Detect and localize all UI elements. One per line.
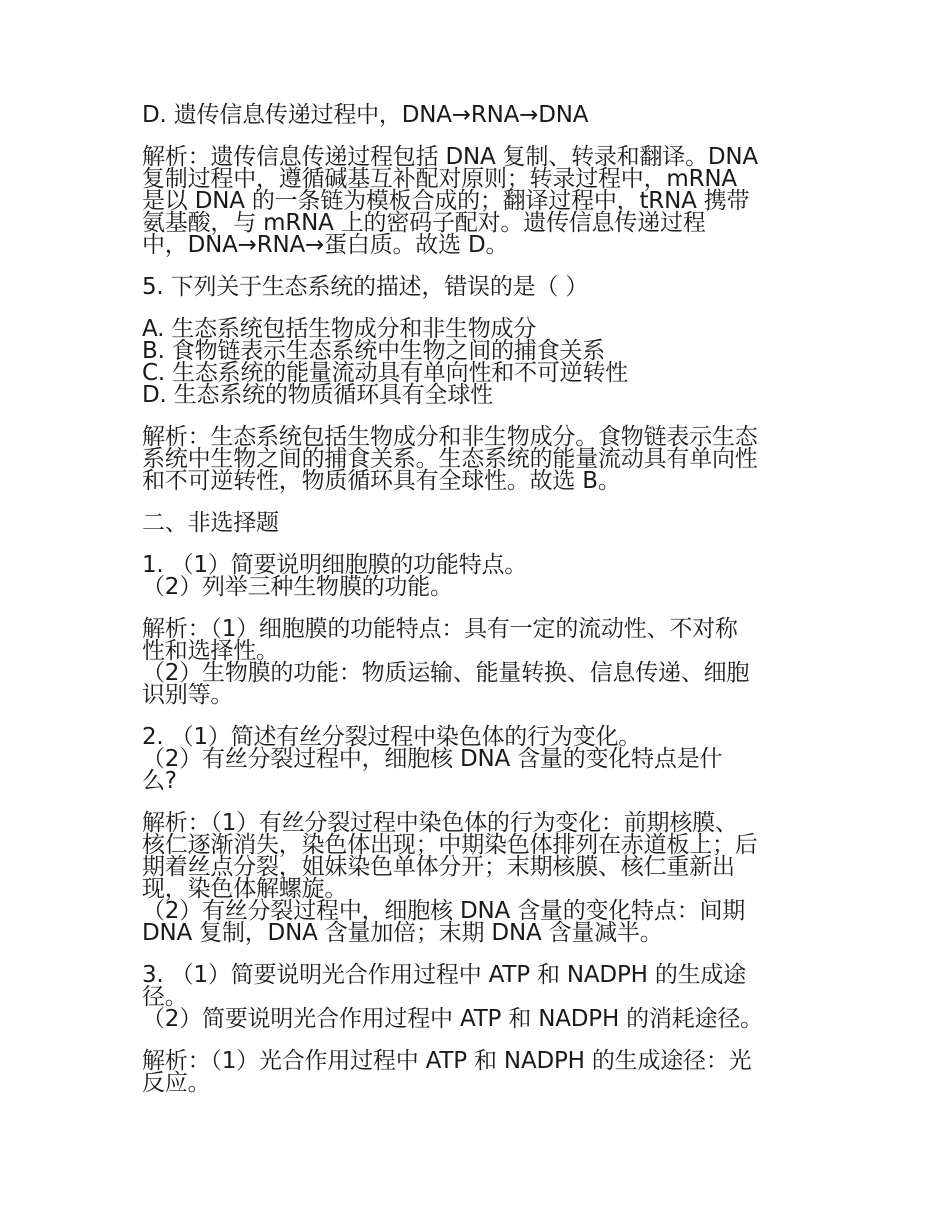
nq1-analysis: [142, 618, 814, 706]
text-line: （2）生物膜的功能：物质运输、能量转换、信息传递、细胞: [142, 660, 750, 686]
q5-analysis: [142, 426, 814, 492]
text-line: 氨基酸，与 mRNA 上的密码子配对。遗传信息传递过程: [142, 210, 706, 236]
text-line: 解析：（1）光合作用过程中 ATP 和 NADPH 的生成途径：光: [142, 1048, 752, 1074]
option-c: C. 生态系统的能量流动具有单向性和不可逆转性: [142, 360, 629, 386]
text-line: （2）有丝分裂过程中，细胞核 DNA 含量的变化特点是什: [142, 746, 723, 772]
text-line: 5. 下列关于生态系统的描述，错误的是（ ）: [142, 274, 589, 300]
text-line: 反应。: [142, 1070, 211, 1096]
document-page: [142, 104, 814, 1114]
option-d: D. 生态系统的物质循环具有全球性: [142, 382, 493, 408]
option-b: B. 食物链表示生态系统中生物之间的捕食关系: [142, 338, 606, 364]
text-line: 解析：遗传信息传递过程包括 DNA 复制、转录和翻译。DNA: [142, 144, 758, 170]
nq1-stem: [142, 554, 814, 598]
text-line: 现，染色体解螺旋。: [142, 876, 348, 902]
text-line: 识别等。: [142, 682, 234, 708]
text-line: 是以 DNA 的一条链为模板合成的；翻译过程中，tRNA 携带: [142, 188, 750, 214]
text-line: 期着丝点分裂，姐妹染色单体分开；末期核膜、核仁重新出: [142, 854, 735, 880]
text-line: 复制过程中，遵循碱基互补配对原则；转录过程中，mRNA: [142, 166, 737, 192]
section-heading: [142, 512, 814, 534]
text-line: 解析：生态系统包括生物成分和非生物成分。食物链表示生态: [142, 424, 758, 450]
text-line: 径。: [142, 984, 188, 1010]
text-line: 3. （1）简要说明光合作用过程中 ATP 和 NADPH 的生成途: [142, 962, 747, 988]
text-line: 解析：（1）有丝分裂过程中染色体的行为变化：前期核膜、: [142, 810, 738, 836]
q5-stem: [142, 276, 814, 298]
nq3-stem: [142, 964, 814, 1030]
text-line: （2）简要说明光合作用过程中 ATP 和 NADPH 的消耗途径。: [142, 1006, 763, 1032]
text-line: 核仁逐渐消失，染色体出现；中期染色体排列在赤道板上；后: [142, 832, 758, 858]
option-a: A. 生态系统包括生物成分和非生物成分: [142, 316, 537, 342]
text-line: 性和选择性。: [142, 638, 279, 664]
q4-option-d: [142, 104, 814, 126]
q4-analysis: [142, 146, 814, 256]
text-line: 二、非选择题: [142, 510, 279, 536]
nq2-stem: [142, 726, 814, 792]
text-line: 中，DNA→RNA→蛋白质。故选 D。: [142, 232, 509, 258]
text-line: 系统中生物之间的捕食关系。生态系统的能量流动具有单向性: [142, 446, 758, 472]
q5-options: [142, 318, 814, 406]
text-line: （2）列举三种生物膜的功能。: [142, 574, 453, 600]
text-line: （2）有丝分裂过程中，细胞核 DNA 含量的变化特点：间期: [142, 898, 746, 924]
text-line: 解析：（1）细胞膜的功能特点：具有一定的流动性、不对称: [142, 616, 738, 642]
text-line: DNA 复制，DNA 含量加倍；末期 DNA 含量减半。: [142, 920, 663, 946]
nq2-analysis: [142, 812, 814, 944]
text-line: 和不可逆转性，物质循环具有全球性。故选 B。: [142, 468, 621, 494]
text-line: 1. （1）简要说明细胞膜的功能特点。: [142, 552, 528, 578]
text-line: 么?: [142, 768, 177, 794]
text-line: 2. （1）简述有丝分裂过程中染色体的行为变化。: [142, 724, 642, 750]
text-line: D. 遗传信息传递过程中，DNA→RNA→DNA: [142, 102, 589, 128]
nq3-analysis: [142, 1050, 814, 1094]
